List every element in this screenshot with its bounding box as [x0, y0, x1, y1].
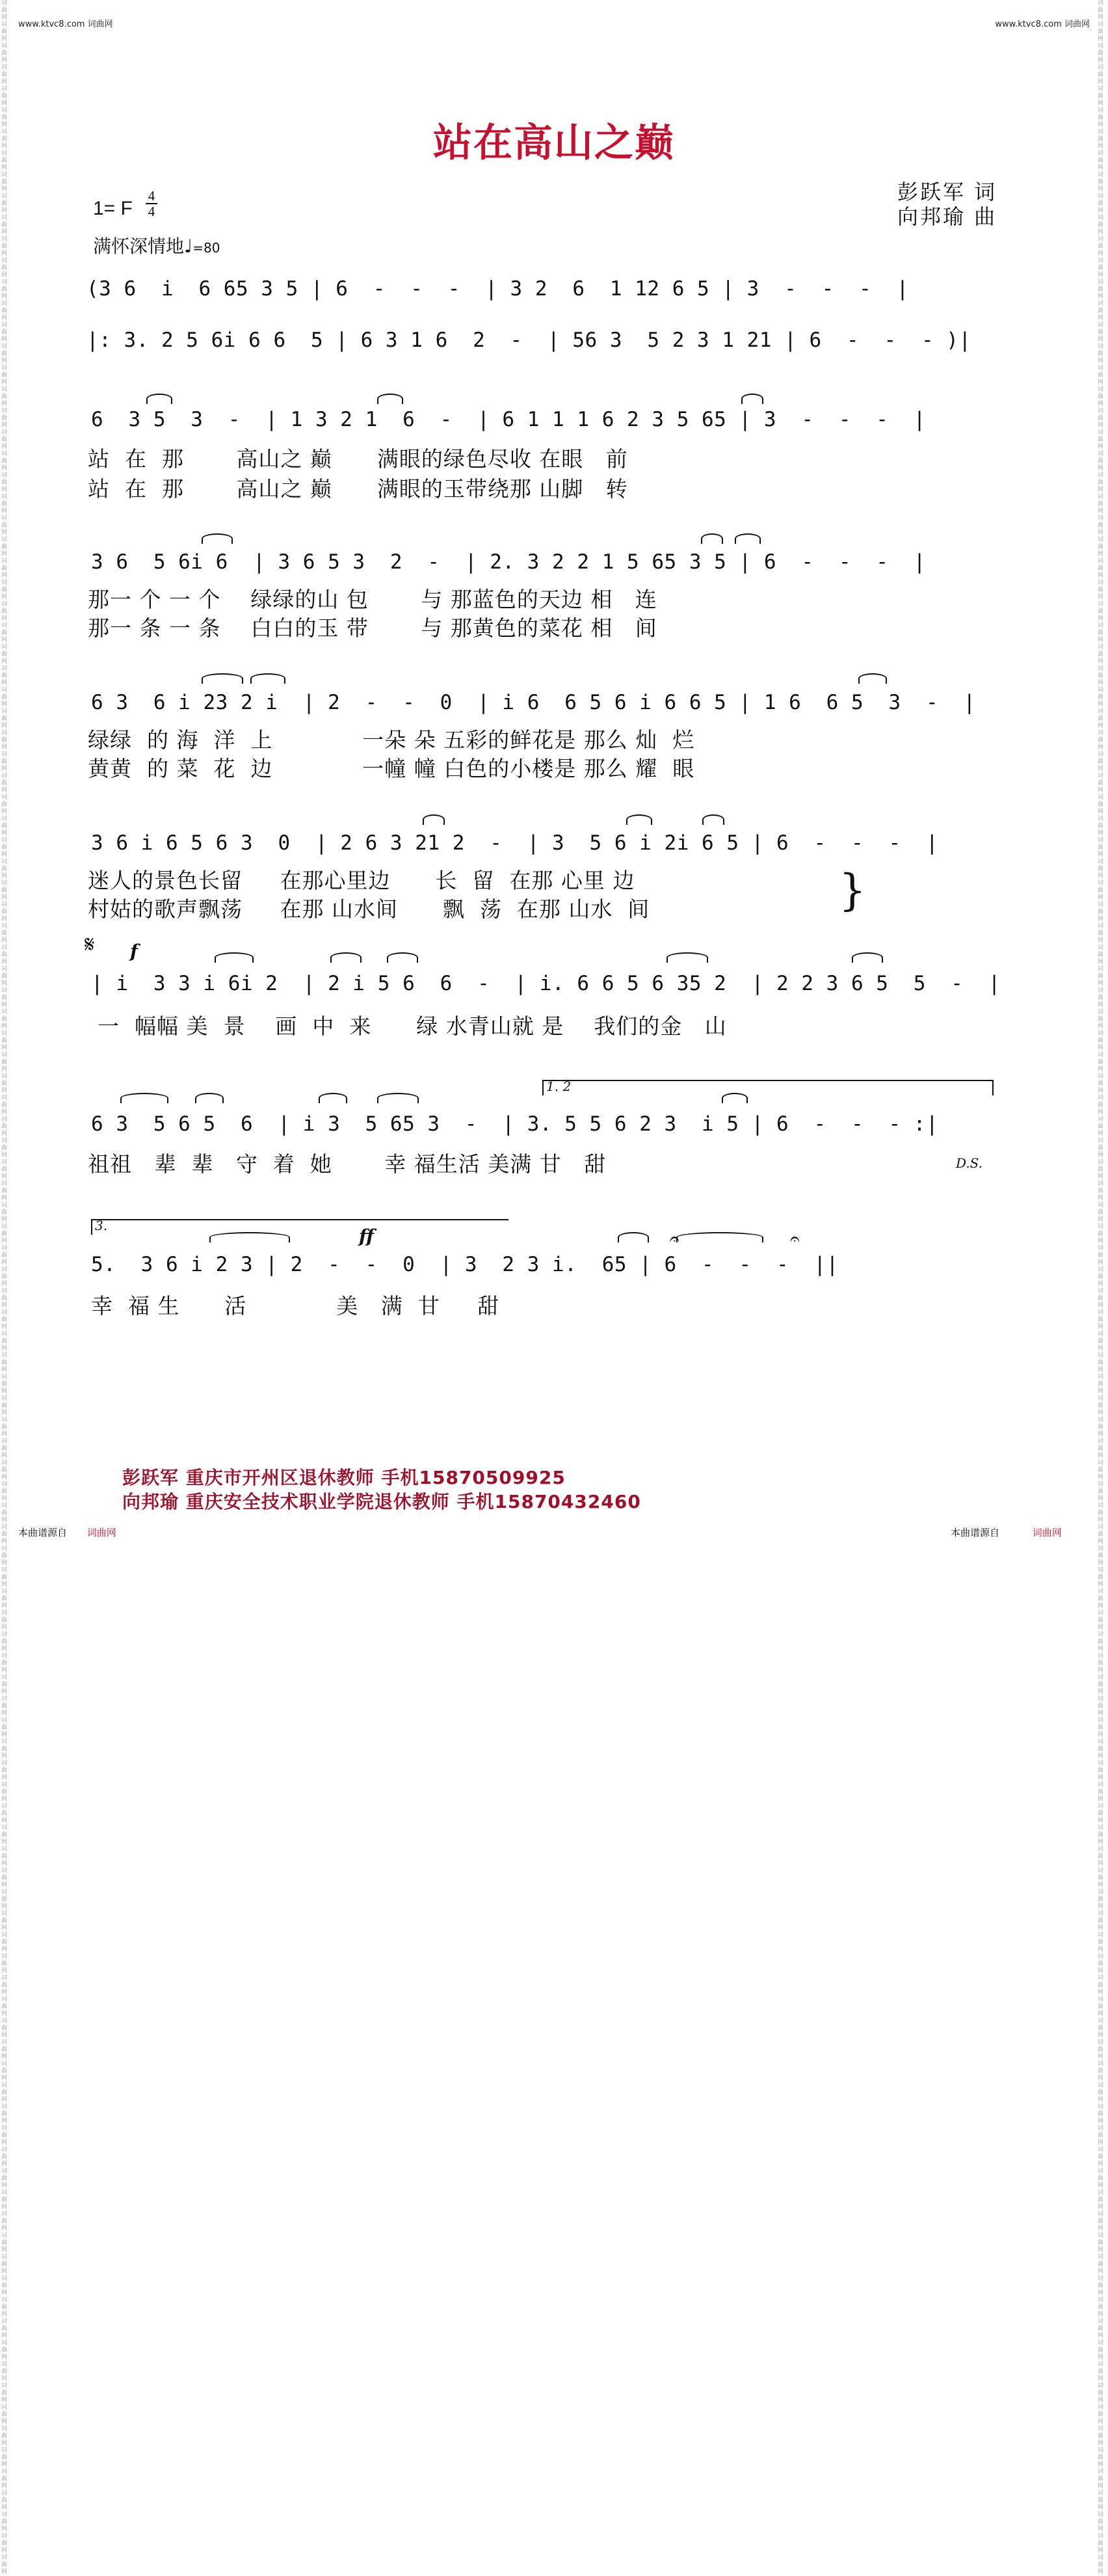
slur-mark [330, 952, 362, 963]
header-right-url[interactable]: www.ktvc8.com 词曲网 [995, 20, 1090, 29]
score-row-notes: 6 3 6 i 23 2 i | 2 - - 0 | i 6 6 5 6 i 6 6 5 | 1 6 6 5 3 - | [91, 691, 976, 714]
slur-mark [735, 533, 761, 544]
source-site-link[interactable]: 词曲网 [86, 1527, 116, 1538]
slur-mark [858, 673, 887, 684]
volta-bracket-first [542, 1080, 994, 1095]
score-row-notes: (3 6 i 6 65 3 5 | 6 - - - | 3 2 6 1 12 6 5 | 3 - - - | [86, 277, 909, 301]
volta-bracket-third [91, 1219, 508, 1235]
slur-mark [377, 1093, 419, 1103]
dynamic-fortissimo: ff [359, 1226, 375, 1247]
slur-mark [202, 673, 243, 684]
source-site-link[interactable]: 词曲网 [1032, 1527, 1062, 1538]
lyricist-credit: 彭跃军 词 [897, 180, 997, 204]
tempo-expression-text: 满怀深情地 [93, 235, 185, 257]
slur-mark [387, 952, 418, 963]
key-signature: 1= F [93, 198, 133, 219]
slur-mark [741, 394, 763, 404]
slur-mark [702, 814, 724, 825]
volta-end [992, 1080, 994, 1095]
right-side-watermark: 词曲网 词曲网 词曲网 词曲网 词曲网 词曲网 词曲网 词曲网 词曲网 词曲网 词曲网 词曲网 词曲网 词曲网 词曲网 词曲网 词曲网 词曲网 词曲网 词曲网 词曲网 词曲网 词曲网 词曲网 词曲网 词曲网 词曲网 词曲网 词曲网 词曲网 词曲网 词曲网 词曲网 词曲网 词曲网 词曲网 词曲网 词曲网 词曲网 词曲网 词曲网 词曲网 词曲网 词曲网 词曲网 词曲网 词曲网 词曲网 词曲网 词曲网 词曲网 词曲网 词曲网 词曲网 词曲网 词曲网 词曲网 词曲网 词曲网 词曲网 词曲网 词曲网 词曲网 词曲网 词曲网 词曲网 词曲网 词曲网 词曲网 词曲网 词曲网 词曲网 词曲网 词曲网 词曲网 词曲网 词曲网 词曲网 词曲网 词曲网 词曲网 词曲网 词曲网 词曲网 词曲网 词曲网 词曲网 词曲网 词曲网 词曲网 词曲网 词曲网 词曲网 词曲网 词曲网 词曲网 词曲网 词曲网 词曲网 词曲网 词曲网 词曲网 词曲网 词曲网 词曲网 词曲网 词曲网 词曲网 词曲网 词曲网 词曲网 词曲网 词曲网 词曲网 词曲网 词曲网 词曲网 词曲网 词曲网 词曲网 [1098, 0, 1104, 2575]
lyric-line-1: 迷人的景色长留 在那心里边 长 留 在那 心里 边 [88, 868, 635, 893]
lyric-line-1: 那一 个 一 个 绿绿的山 包 与 那蓝色的天边 相 连 [88, 587, 657, 612]
dal-segno-mark: D.S. [956, 1155, 983, 1171]
volta-label: 1. 2 [546, 1079, 572, 1094]
time-signature [146, 189, 157, 219]
segno-icon: 𝄋 [85, 932, 95, 958]
score-row-notes: |: 3. 2 5 6i 6 6 5 | 6 3 1 6 2 - | 56 3 5 2 3 1 21 | 6 - - - )| [86, 329, 971, 352]
score-row-notes: 3 6 i 6 5 6 3 0 | 2 6 3 21 2 - | 3 5 6 i 2i 6 5 | 6 - - - | [91, 831, 939, 855]
lyric-line-2: 那一 条 一 条 白白的玉 带 与 那黄色的菜花 相 间 [88, 615, 657, 641]
slur-mark [377, 394, 403, 404]
lyric-line-2: 黄黄 的 菜 花 边 一幢 幢 白色的小楼是 那么 耀 眼 [88, 756, 695, 781]
slur-mark [319, 1093, 347, 1103]
fermata-icon: 𝄐 [790, 1229, 800, 1249]
score-row-notes: 5. 3 6 i 2 3 | 2 - - 0 | 3 2 3 i. 65 | 6 - - - || [91, 1253, 839, 1276]
score-row-notes: 6 3 5 3 - | 1 3 2 1 6 - | 6 1 1 1 6 2 3 5 65 | 3 - - - | [91, 408, 926, 431]
slur-mark [195, 1093, 224, 1103]
slur-mark [250, 673, 285, 684]
slur-mark [676, 1232, 763, 1242]
footer-contact-lyricist: 彭跃军 重庆市开州区退休教师 手机15870509925 [122, 1467, 566, 1488]
tempo-bpm: =80 [192, 240, 220, 256]
tempo-expression [93, 232, 220, 258]
composer-credit: 向邦瑜 曲 [897, 204, 997, 229]
slur-mark [209, 1232, 290, 1242]
lyric-line-1: 幸 福 生 活 美 满 甘 甜 [91, 1293, 500, 1319]
lyric-line-1: 站 在 那 高山之 巅 满眼的绿色尽收 在眼 前 [88, 446, 628, 472]
dynamic-forte: f [130, 941, 138, 962]
slur-mark [701, 533, 723, 544]
lyric-line-1: 祖祖 辈 辈 守 着 她 幸 福生活 美满 甘 甜 [88, 1151, 607, 1177]
slur-mark [666, 952, 708, 963]
source-prefix: 本曲谱源自 [18, 1527, 68, 1538]
quarter-note-icon: ♩ [184, 235, 193, 257]
brace-icon: } [839, 865, 866, 915]
lyric-line-2: 站 在 那 高山之 巅 满眼的玉带绕那 山脚 转 [88, 476, 628, 502]
slur-mark [215, 952, 254, 963]
source-credit-right [951, 1525, 1062, 1539]
slur-mark [618, 1232, 649, 1242]
slur-mark [852, 952, 883, 963]
lyric-line-2: 村姑的歌声飘荡 在那 山水间 飘 荡 在那 山水 间 [88, 896, 650, 922]
slur-mark [722, 1093, 748, 1103]
footer-contact-composer: 向邦瑜 重庆安全技术职业学院退休教师 手机15870432460 [122, 1491, 641, 1512]
slur-mark [146, 394, 172, 404]
source-credit-left [18, 1525, 116, 1539]
score-row-notes: | i 3 3 i 6i 2 | 2 i 5 6 6 - | i. 6 6 5 6 35 2 | 2 2 3 6 5 5 - | [91, 972, 1001, 995]
score-row-notes: 3 6 5 6i 6 | 3 6 5 3 2 - | 2. 3 2 2 1 5 65 3 5 | 6 - - - | [91, 550, 926, 574]
slur-mark [423, 814, 445, 825]
slur-mark [120, 1093, 168, 1103]
left-side-watermark: 词曲网 词曲网 词曲网 词曲网 词曲网 词曲网 词曲网 词曲网 词曲网 词曲网 词曲网 词曲网 词曲网 词曲网 词曲网 词曲网 词曲网 词曲网 词曲网 词曲网 词曲网 词曲网 词曲网 词曲网 词曲网 词曲网 词曲网 词曲网 词曲网 词曲网 词曲网 词曲网 词曲网 词曲网 词曲网 词曲网 词曲网 词曲网 词曲网 词曲网 词曲网 词曲网 词曲网 词曲网 词曲网 词曲网 词曲网 词曲网 词曲网 词曲网 词曲网 词曲网 词曲网 词曲网 词曲网 词曲网 词曲网 词曲网 词曲网 词曲网 词曲网 词曲网 词曲网 词曲网 词曲网 词曲网 词曲网 词曲网 词曲网 词曲网 词曲网 词曲网 词曲网 词曲网 词曲网 词曲网 词曲网 词曲网 词曲网 词曲网 词曲网 词曲网 词曲网 词曲网 词曲网 词曲网 词曲网 词曲网 词曲网 词曲网 词曲网 词曲网 词曲网 词曲网 词曲网 词曲网 词曲网 词曲网 词曲网 词曲网 词曲网 词曲网 词曲网 词曲网 词曲网 词曲网 词曲网 词曲网 词曲网 词曲网 词曲网 词曲网 词曲网 词曲网 词曲网 词曲网 词曲网 词曲网 词曲网 词曲网 [1, 0, 8, 2575]
time-signature-top: 4 [148, 188, 155, 204]
time-signature-bottom: 4 [146, 203, 157, 219]
header-left-url[interactable]: www.ktvc8.com 词曲网 [18, 20, 113, 29]
song-title: 站在高山之巅 [433, 120, 675, 166]
lyric-line-1: 一 幅幅 美 景 画 中 来 绿 水青山就 是 我们的金 山 [98, 1013, 727, 1039]
score-row-notes: 6 3 5 6 5 6 | i 3 5 65 3 - | 3. 5 5 6 2 3 i 5 | 6 - - - :| [91, 1112, 939, 1136]
slur-mark [202, 533, 233, 544]
lyric-line-1: 绿绿 的 海 洋 上 一朵 朵 五彩的鲜花是 那么 灿 烂 [88, 727, 695, 753]
slur-mark [626, 814, 652, 825]
source-prefix: 本曲谱源自 [951, 1527, 1000, 1538]
volta-label: 3. [95, 1218, 108, 1233]
fermata-icon: 𝄐 [670, 1229, 679, 1249]
